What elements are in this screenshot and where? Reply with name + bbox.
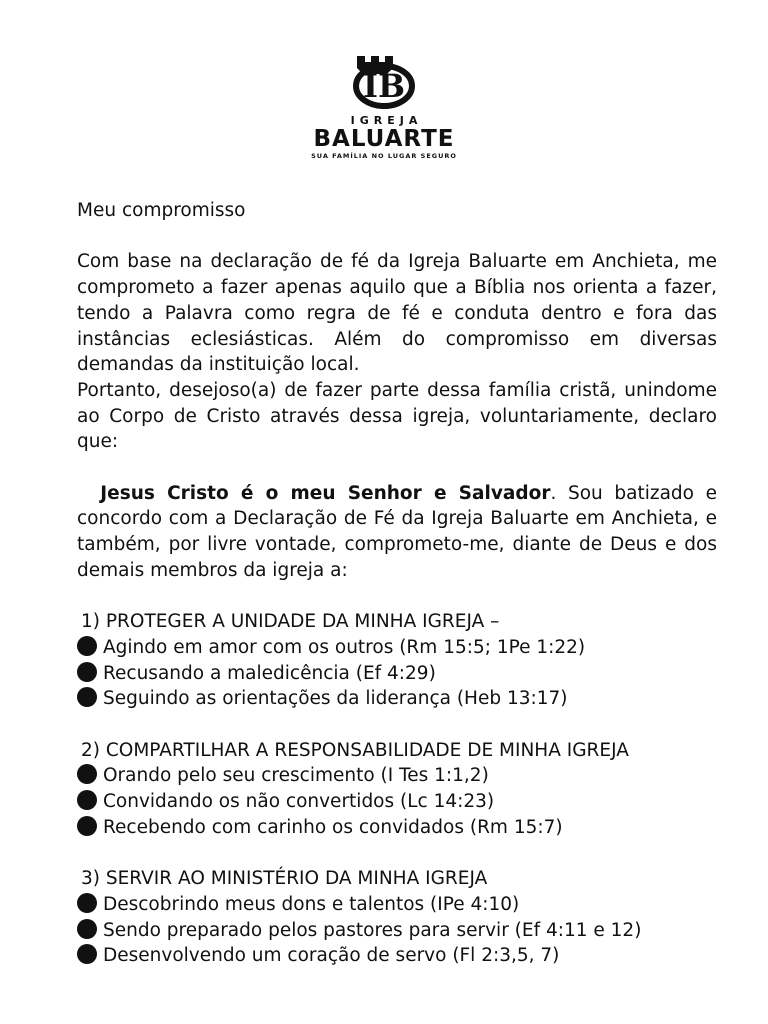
bullet-icon [77,764,97,784]
list-item: Seguindo as orientações da liderança (Heb 13:17) [77,686,717,712]
list-item: Convidando os não convertidos (Lc 14:23) [77,789,717,815]
list-item: Sendo preparado pelos pastores para servir (Ef 4:11 e 12) [77,918,717,944]
section-heading: 3) SERVIR AO MINISTÉRIO DA MINHA IGREJA [81,868,488,890]
section-heading: 1) PROTEGER A UNIDADE DA MINHA IGREJA – [81,611,500,633]
bullet-icon [77,919,97,939]
intro-paragraph-1: Com base na declaração de fé da Igreja Baluarte em Anchieta, me comprometo a fazer apenas aquilo que a Bíblia nos orienta a fazer, tendo a Palavra como regra de fé e conduta dentro e fora das instâncias eclesiásticas. Além do compromisso em diversas demandas da instituição local. [77,251,717,376]
list-item: Recebendo com carinho os convidados (Rm 15:7) [77,815,717,841]
commitment-text [77,198,717,969]
bullet-icon [77,790,97,810]
bullet-icon [77,893,97,913]
logo-name: BALUARTE [313,126,455,152]
bullet-icon [77,687,97,707]
section-heading: 2) COMPARTILHAR A RESPONSABILIDADE DE MINHA IGREJA [81,739,629,761]
list-item: Agindo em amor com os outros (Rm 15:5; 1Pe 1:22) [77,635,717,661]
church-logo [0,48,768,160]
list-item: Descobrindo meus dons e talentos (IPe 4:10) [77,892,717,918]
intro-paragraph-2: Portanto, desejoso(a) de fazer parte dessa família cristã, unindome ao Corpo de Cristo através dessa igreja, voluntariamente, declaro que: [77,379,717,453]
list-item: Desenvolvendo um coração de servo (Fl 2:3,5, 7) [77,943,717,969]
list-item: Recusando a maledicência (Ef 4:29) [77,661,717,687]
declaration-rest: . Sou batizado e concordo com a Declaração de Fé da Igreja Baluarte em Anchieta, e também, por livre vontade, comprometo-me, diante de Deus e dos demais membros da igreja a: [77,482,717,581]
castle-shield-icon [351,48,417,110]
bullet-icon [77,816,97,836]
bullet-icon [77,662,97,682]
declaration-bold: Jesus Cristo é o meu Senhor e Salvador [100,482,551,504]
declaration-paragraph [77,481,717,584]
list-item: Orando pelo seu crescimento (I Tes 1:1,2) [77,763,717,789]
document-title: Meu compromisso [77,200,246,221]
logo-tagline: SUA FAMÍLIA NO LUGAR SEGURO [311,152,457,160]
logo-kicker: IGREJA [350,114,423,127]
logo-initials: IB [362,67,406,105]
bullet-icon [77,944,97,964]
bullet-icon [77,636,97,656]
